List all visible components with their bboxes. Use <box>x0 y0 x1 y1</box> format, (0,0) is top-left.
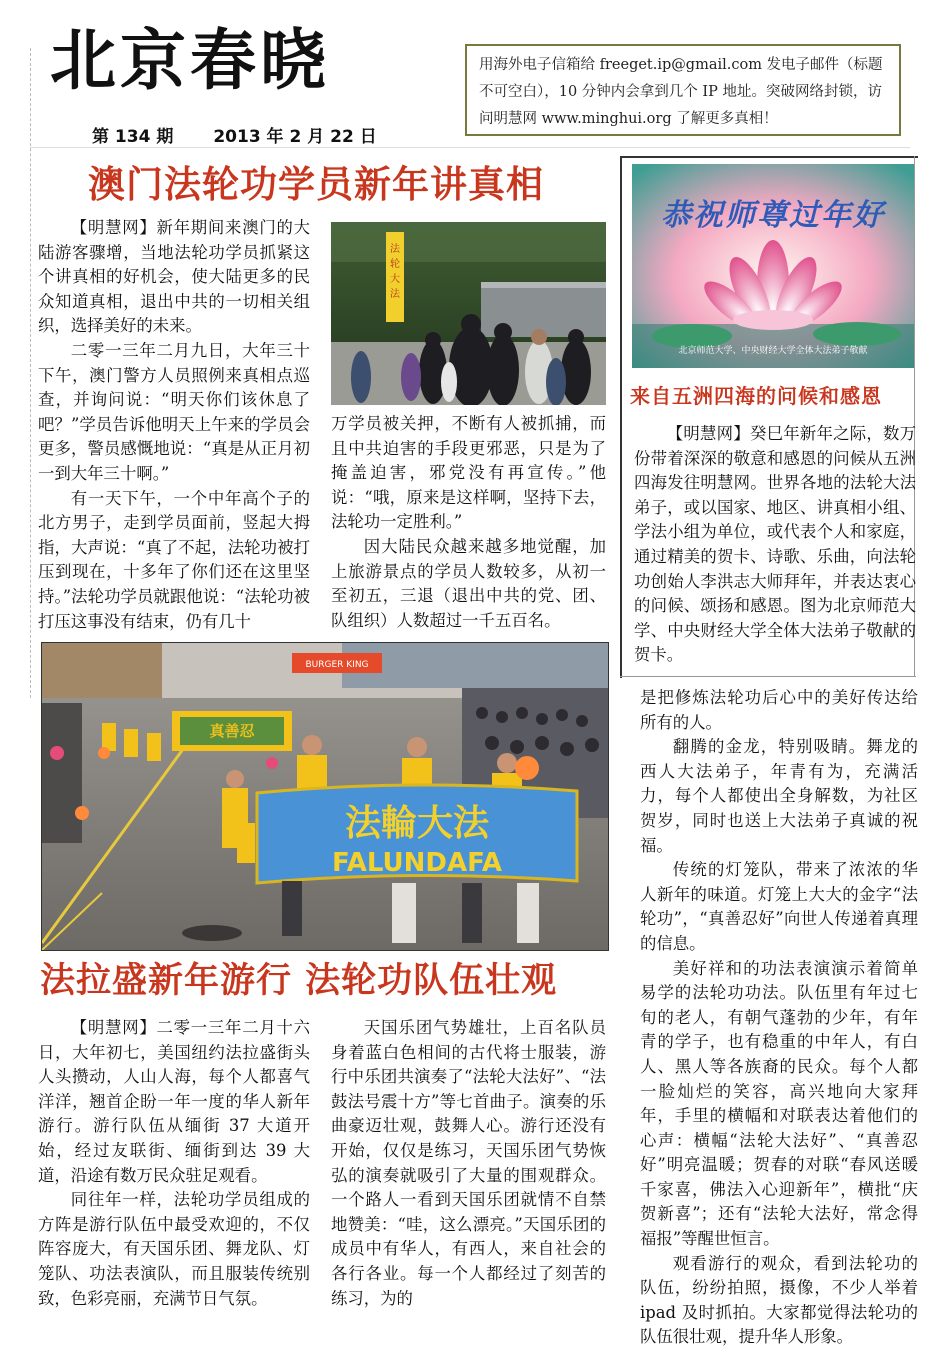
masthead-divider <box>30 147 910 148</box>
issue-line <box>92 122 377 147</box>
sidebar-article <box>634 422 917 665</box>
article2-paragraph: 同往年一样，法轮功学员组成的方阵是游行队伍中最受欢迎的，不仅阵容庞大，有天国乐团、舞龙队、灯笼队、功法表演队，而且服装传统别致，色彩亮丽，充满节日气氛。 <box>38 1190 310 1308</box>
article1-paragraph: 因大陆民众越来越多地觉醒，加上旅游景点的学员人数较多，从初一至初五，三退（退出中共的党、团、队组织）人数超过一千五百名。 <box>331 536 606 630</box>
article2-paragraph: 是把修炼法轮功后心中的美好传达给所有的人。 <box>640 688 918 732</box>
issue-date: 2013 年 2 月 22 日 <box>213 127 377 147</box>
banner-latin-text: FALUNDAFA <box>331 848 503 878</box>
card-caption: 北京师范大学、中央财经大学全体大法弟子敬献 <box>678 346 868 356</box>
article1-paragraph: 有一天下午，一个中年高个子的北方男子，走到学员面前，竖起大拇指，大声说：“真了不起，法轮功被打压到现在，十多年了你们还在这里坚持。”法轮功学员就跟他说：“法轮功被打压这事没有结束，仍有几十 <box>38 488 310 631</box>
main-parade-banner <box>257 785 577 883</box>
article2-column-1 <box>38 1016 310 1316</box>
article2-paragraph: 翻腾的金龙，特别吸睛。舞龙的西人大法弟子，年青有为，充满活力，每个人都使出全身解数，为社区贺岁，同时也送上大法弟子真诚的祝福。 <box>640 737 918 855</box>
sidebar-headline: 来自五洲四海的问候和感恩 <box>630 384 882 408</box>
proxy-notice-box: 用海外电子信箱给 freeget.ip@gmail.com 发电子邮件（标题不可空白），10 分钟内会拿到几个 IP 地址。突破网络封锁，访问明慧网 www.minghui.org 了解更多真相！ <box>465 44 901 136</box>
issue-number: 第 134 期 <box>92 127 174 147</box>
small-parade-banner: 真善忍 <box>209 722 255 740</box>
photo-banner-char: 大 <box>390 274 400 285</box>
sidebar-paragraph <box>634 422 916 668</box>
sidebar-border-bottom <box>620 676 916 677</box>
photo-banner-char: 法 <box>390 289 400 300</box>
shop-sign: BURGER KING <box>305 660 369 670</box>
sidebar-caption: 图为北京师范大学、中央财经大学全体大法弟子敬献的贺卡。 <box>634 596 917 665</box>
article2-column-3 <box>640 686 918 1347</box>
sidebar-paragraph-text: 【明慧网】癸巳年新年之际，数万份带着深深的敬意和感恩的问候从五洲四海发往明慧网。世界各地的法轮大法弟子，或以国家、地区、讲真相小组、学法小组为单位，或代表个人和家庭，通过精美的贺卡、诗歌、乐曲，向法轮功创始人李洪志大师拜年，并表达衷心的问候、颂扬和感恩。 <box>634 424 916 616</box>
photo-banner-char: 法 <box>390 244 400 255</box>
banner-chinese-text: 法輪大法 <box>344 802 490 844</box>
article2-column-2 <box>331 1016 606 1316</box>
article2-paragraph: 【明慧网】二零一三年二月十六日，大年初七，美国纽约法拉盛街头人头攒动，人山人海，每个人都喜气洋洋，翘首企盼一年一度的华人新年游行。游行队伍从缅街 37 大道开始，经过友联街、缅街到达 39 大道，沿途有数万民众驻足观看。 <box>38 1018 310 1185</box>
article1-paragraph: 【明慧网】新年期间来澳门的大陆游客骤增，当地法轮功学员抓紧这个讲真相的好机会，使大陆更多的民众知道真相，退出中共的一切相关组织，选择美好的未来。 <box>38 218 310 336</box>
card-greeting-title: 恭祝师尊过年好 <box>661 198 885 233</box>
article1-paragraph: 二零一三年二月九日，大年三十下午，澳门警方人员照例来真相点巡查，并询问说：“明天你们该休息了吧？”学员告诉他明天上午来的学员会更多，警员感慨地说：“真是从正月初一到大年三十啊。” <box>38 340 310 483</box>
article1-headline: 澳门法轮功学员新年讲真相 <box>88 162 544 206</box>
page-margin-rule <box>30 48 31 698</box>
article1-right-column <box>331 412 606 630</box>
macau-truth-clarification-photo <box>331 222 606 405</box>
photo-banner-char: 轮 <box>390 259 400 270</box>
masthead-title: 北京春晓 <box>50 22 330 99</box>
article2-paragraph: 天国乐团气势雄壮，上百名队员身着蓝白色相间的古代将士服装，游行中乐团共演奏了“法轮大法好”、“法鼓法号震十方”等七首曲子。演奏的乐曲豪迈壮观，鼓舞人心。游行还没有开始，仅仅是练习，天国乐团气势恢弘的演奏就吸引了大量的围观群众。一个路人一看到天国乐团就情不自禁地赞美：“哇，这么漂亮。”天国乐团的成员中有华人，有西人，来自社会的各行各业。每一个人都经过了刻苦的练习，为的 <box>331 1018 606 1308</box>
article1-left-column <box>38 216 310 631</box>
article2-paragraph: 传统的灯笼队，带来了浓浓的华人新年的味道。灯笼上大大的金字“法轮功”，“真善忍好”向世人传递着真理的信息。 <box>640 860 918 953</box>
flushing-parade-photo <box>41 642 609 951</box>
new-year-greeting-card <box>632 164 914 368</box>
article2-headline: 法拉盛新年游行 法轮功队伍壮观 <box>40 960 558 1001</box>
article1-paragraph: 万学员被关押，不断有人被抓捕，而且中共迫害的手段更邪恶，只是为了掩盖迫害，邪党没有再宣传。”他说：“哦，原来是这样啊，坚持下去，法轮功一定胜利。” <box>331 414 606 532</box>
article2-paragraph: 美好祥和的功法表演演示着简单易学的法轮功功法。队伍里有年过七旬的老人，有朝气蓬勃的少年，有年青的学子，也有稳重的中年人，有白人、黑人等各族裔的民众。每个人都一脸灿烂的笑容，高兴地向大家拜年，手里的横幅和对联表达着他们的心声：横幅“法轮大法好”、“真善忍好”明亮温暖；贺春的对联“春风送暖千家喜，佛法入心迎新年”，横批“庆贺新喜”；还有“法轮大法好，常念得福报”等醒世恒言。 <box>640 958 918 1249</box>
article2-paragraph: 观看游行的观众，看到法轮功的队伍，纷纷拍照，摄像，不少人举着 ipad 及时抓拍。大家都觉得法轮功的队伍很壮观，提升华人形象。 <box>640 1253 918 1347</box>
